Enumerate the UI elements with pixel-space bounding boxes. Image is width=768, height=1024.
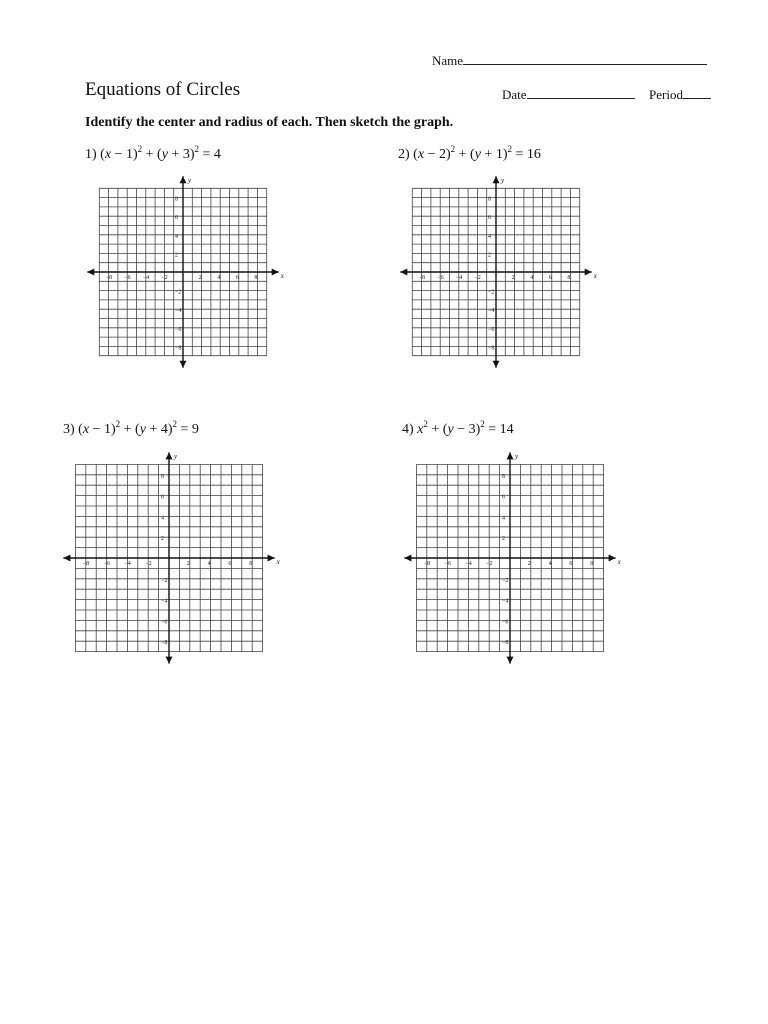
- y-axis-label: y: [174, 452, 178, 461]
- y-tick-label: 4: [175, 233, 178, 240]
- y-tick-label: 4: [488, 233, 491, 240]
- problem-2: [398, 144, 541, 163]
- y-axis-label: y: [515, 452, 519, 461]
- y-tick-label: −2: [161, 577, 168, 584]
- y-tick-label: 8: [488, 196, 491, 203]
- name-blank-line[interactable]: [463, 52, 707, 65]
- x-axis-right-arrow-icon: [272, 269, 279, 276]
- x-axis-label: x: [276, 558, 280, 566]
- x-tick-label: 2: [198, 275, 202, 281]
- x-axis-label: x: [617, 558, 621, 566]
- y-tick-label: 8: [161, 473, 164, 480]
- y-tick-label: 6: [488, 215, 491, 222]
- y-tick-label: −2: [488, 289, 495, 296]
- y-tick-label: 2: [175, 252, 178, 259]
- x-tick-label: −8: [105, 275, 112, 281]
- x-tick-label: 2: [186, 561, 190, 567]
- x-tick-label: 6: [235, 275, 239, 281]
- coordinate-grid-4[interactable]: [404, 448, 624, 668]
- equation: $(x - 2)^2 + (y + 1)^2 = 16$: [413, 144, 541, 162]
- problem-4: [402, 419, 514, 438]
- x-axis-left-arrow-icon: [63, 555, 70, 562]
- x-tick-label: 6: [228, 561, 232, 567]
- y-tick-label: 8: [175, 196, 178, 203]
- x-tick-label: 2: [527, 561, 531, 567]
- y-axis-up-arrow-icon: [507, 452, 514, 459]
- y-axis-up-arrow-icon: [166, 452, 173, 459]
- y-axis-down-arrow-icon: [507, 657, 514, 664]
- x-tick-label: −8: [82, 561, 90, 567]
- y-tick-label: 4: [502, 515, 505, 522]
- y-tick-label: 6: [502, 494, 505, 501]
- x-tick-label: 8: [590, 561, 594, 567]
- coordinate-grid-3[interactable]: [63, 448, 283, 668]
- problem-number: 3): [63, 422, 75, 437]
- x-axis-right-arrow-icon: [268, 555, 275, 562]
- date-label: Date: [502, 87, 527, 102]
- y-tick-label: 4: [161, 515, 164, 522]
- x-tick-label: 6: [569, 561, 573, 567]
- y-tick-label: −8: [175, 345, 182, 352]
- x-tick-label: −8: [423, 561, 431, 567]
- y-tick-label: 2: [161, 536, 164, 543]
- x-tick-label: −4: [455, 275, 463, 281]
- x-tick-label: 8: [249, 561, 253, 567]
- y-tick-label: −2: [175, 289, 182, 296]
- x-tick-label: 4: [217, 275, 221, 281]
- x-tick-label: −6: [444, 561, 451, 567]
- x-tick-label: 4: [530, 275, 534, 281]
- x-tick-label: −2: [486, 561, 493, 567]
- x-tick-label: −2: [161, 275, 168, 281]
- y-tick-label: 8: [502, 473, 505, 480]
- x-tick-label: 4: [548, 561, 552, 567]
- y-tick-label: −8: [161, 640, 168, 647]
- y-tick-label: −4: [502, 598, 509, 605]
- instructions: Identify the center and radius of each. Then sketch the graph.: [85, 115, 454, 130]
- date-blank-line[interactable]: [527, 86, 635, 99]
- y-tick-label: 6: [161, 494, 164, 501]
- y-tick-label: −6: [488, 326, 495, 333]
- y-axis-label: y: [188, 176, 192, 185]
- x-tick-label: −6: [103, 561, 110, 567]
- equation: $x^2 + (y - 3)^2 = 14$: [417, 419, 514, 437]
- y-tick-label: 6: [175, 215, 178, 222]
- equation: $(x - 1)^2 + (y + 3)^2 = 4$: [100, 144, 221, 162]
- x-tick-label: 8: [254, 275, 258, 281]
- y-axis-down-arrow-icon: [493, 361, 500, 368]
- period-label: Period: [649, 87, 683, 102]
- x-tick-label: 6: [548, 275, 552, 281]
- x-axis-left-arrow-icon: [87, 269, 94, 276]
- x-tick-label: 8: [567, 275, 571, 281]
- equation: $(x - 1)^2 + (y + 4)^2 = 9$: [78, 419, 199, 437]
- y-tick-label: −4: [488, 308, 495, 315]
- y-tick-label: −6: [161, 619, 168, 626]
- x-tick-label: 4: [207, 561, 211, 567]
- problem-1: [85, 144, 221, 163]
- y-axis-up-arrow-icon: [493, 176, 500, 183]
- problem-3: [63, 419, 199, 438]
- y-tick-label: −4: [175, 308, 182, 315]
- coordinate-grid-1[interactable]: [85, 170, 285, 375]
- x-axis-left-arrow-icon: [404, 555, 411, 562]
- name-label: Name: [432, 53, 464, 68]
- x-tick-label: −4: [142, 275, 150, 281]
- problem-number: 4): [402, 422, 414, 437]
- y-tick-label: −2: [502, 577, 509, 584]
- x-tick-label: −2: [474, 275, 481, 281]
- problem-number: 2): [398, 147, 410, 162]
- x-axis-label: x: [280, 272, 284, 280]
- x-axis-left-arrow-icon: [400, 269, 407, 276]
- y-tick-label: −8: [502, 640, 509, 647]
- x-tick-label: −2: [145, 561, 152, 567]
- y-axis-up-arrow-icon: [180, 176, 187, 183]
- y-tick-label: 2: [502, 536, 505, 543]
- name-field[interactable]: [432, 52, 707, 69]
- date-period-row: [502, 86, 711, 103]
- x-tick-label: −4: [124, 561, 131, 567]
- y-axis-down-arrow-icon: [180, 361, 187, 368]
- y-axis-down-arrow-icon: [166, 657, 173, 664]
- y-tick-label: −4: [161, 598, 168, 605]
- y-tick-label: −8: [488, 345, 495, 352]
- x-axis-right-arrow-icon: [585, 269, 592, 276]
- coordinate-grid-2[interactable]: [398, 170, 598, 375]
- y-tick-label: 2: [488, 252, 491, 259]
- y-tick-label: −6: [175, 326, 182, 333]
- x-tick-label: −8: [418, 275, 425, 281]
- x-tick-label: −4: [465, 561, 472, 567]
- y-tick-label: −6: [502, 619, 509, 626]
- page-title: Equations of Circles: [85, 79, 241, 100]
- period-blank-line[interactable]: [683, 86, 711, 99]
- x-tick-label: 2: [511, 275, 515, 281]
- x-tick-label: −6: [437, 275, 444, 281]
- problem-number: 1): [85, 147, 97, 162]
- x-axis-label: x: [593, 272, 597, 280]
- x-axis-right-arrow-icon: [609, 555, 616, 562]
- x-tick-label: −6: [124, 275, 131, 281]
- y-axis-label: y: [501, 176, 505, 185]
